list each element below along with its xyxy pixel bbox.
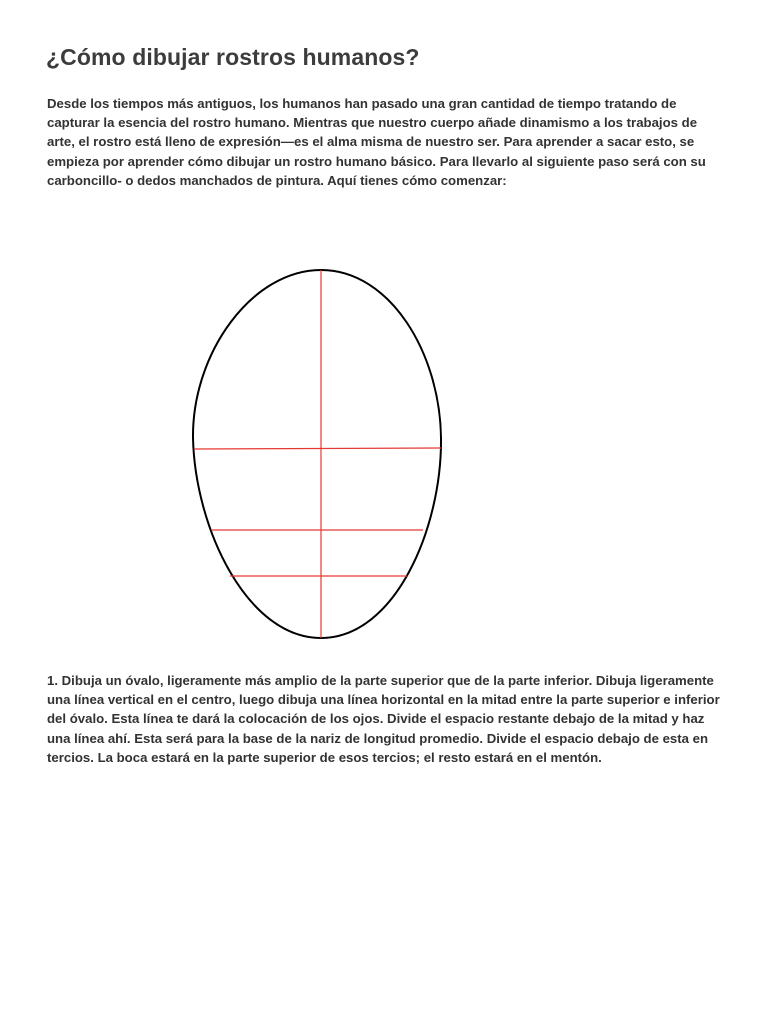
intro-paragraph: Desde los tiempos más antiguos, los humanos han pasado una gran cantidad de tiempo tratando de capturar la esencia del rostro humano. Mientras que nuestro cuerpo añade dinamismo a los trabajos de arte, el rostro está lleno de expresión—es el alma misma de nuestro ser. Para aprender a sacar esto, se empieza por aprender cómo dibujar un rostro humano básico. Para llevarlo al siguiente paso será con su carboncillo- o dedos manchados de pintura. Aquí tienes cómo comenzar: <box>47 96 706 188</box>
face-oval-outline <box>193 270 441 638</box>
face-oval-diagram <box>190 268 446 642</box>
page-title: ¿Cómo dibujar rostros humanos? <box>46 44 420 70</box>
step-1-paragraph: 1. Dibuja un óvalo, ligeramente más amplio de la parte superior que de la parte inferior. Dibuja ligeramente una línea vertical en el centro, luego dibuja una línea horizontal en la mitad entre la parte superior e inferior del óvalo. Esta línea te dará la colocación de los ojos. Divide el espacio restante debajo de la mitad y haz una línea ahí. Esta será para la base de la nariz de longitud promedio. Divide el espacio debajo de esta en tercios. La boca estará en la parte superior de esos tercios; el resto estará en el mentón. <box>47 673 720 765</box>
face-oval-svg <box>190 268 446 642</box>
eye-line-guide <box>194 448 441 449</box>
